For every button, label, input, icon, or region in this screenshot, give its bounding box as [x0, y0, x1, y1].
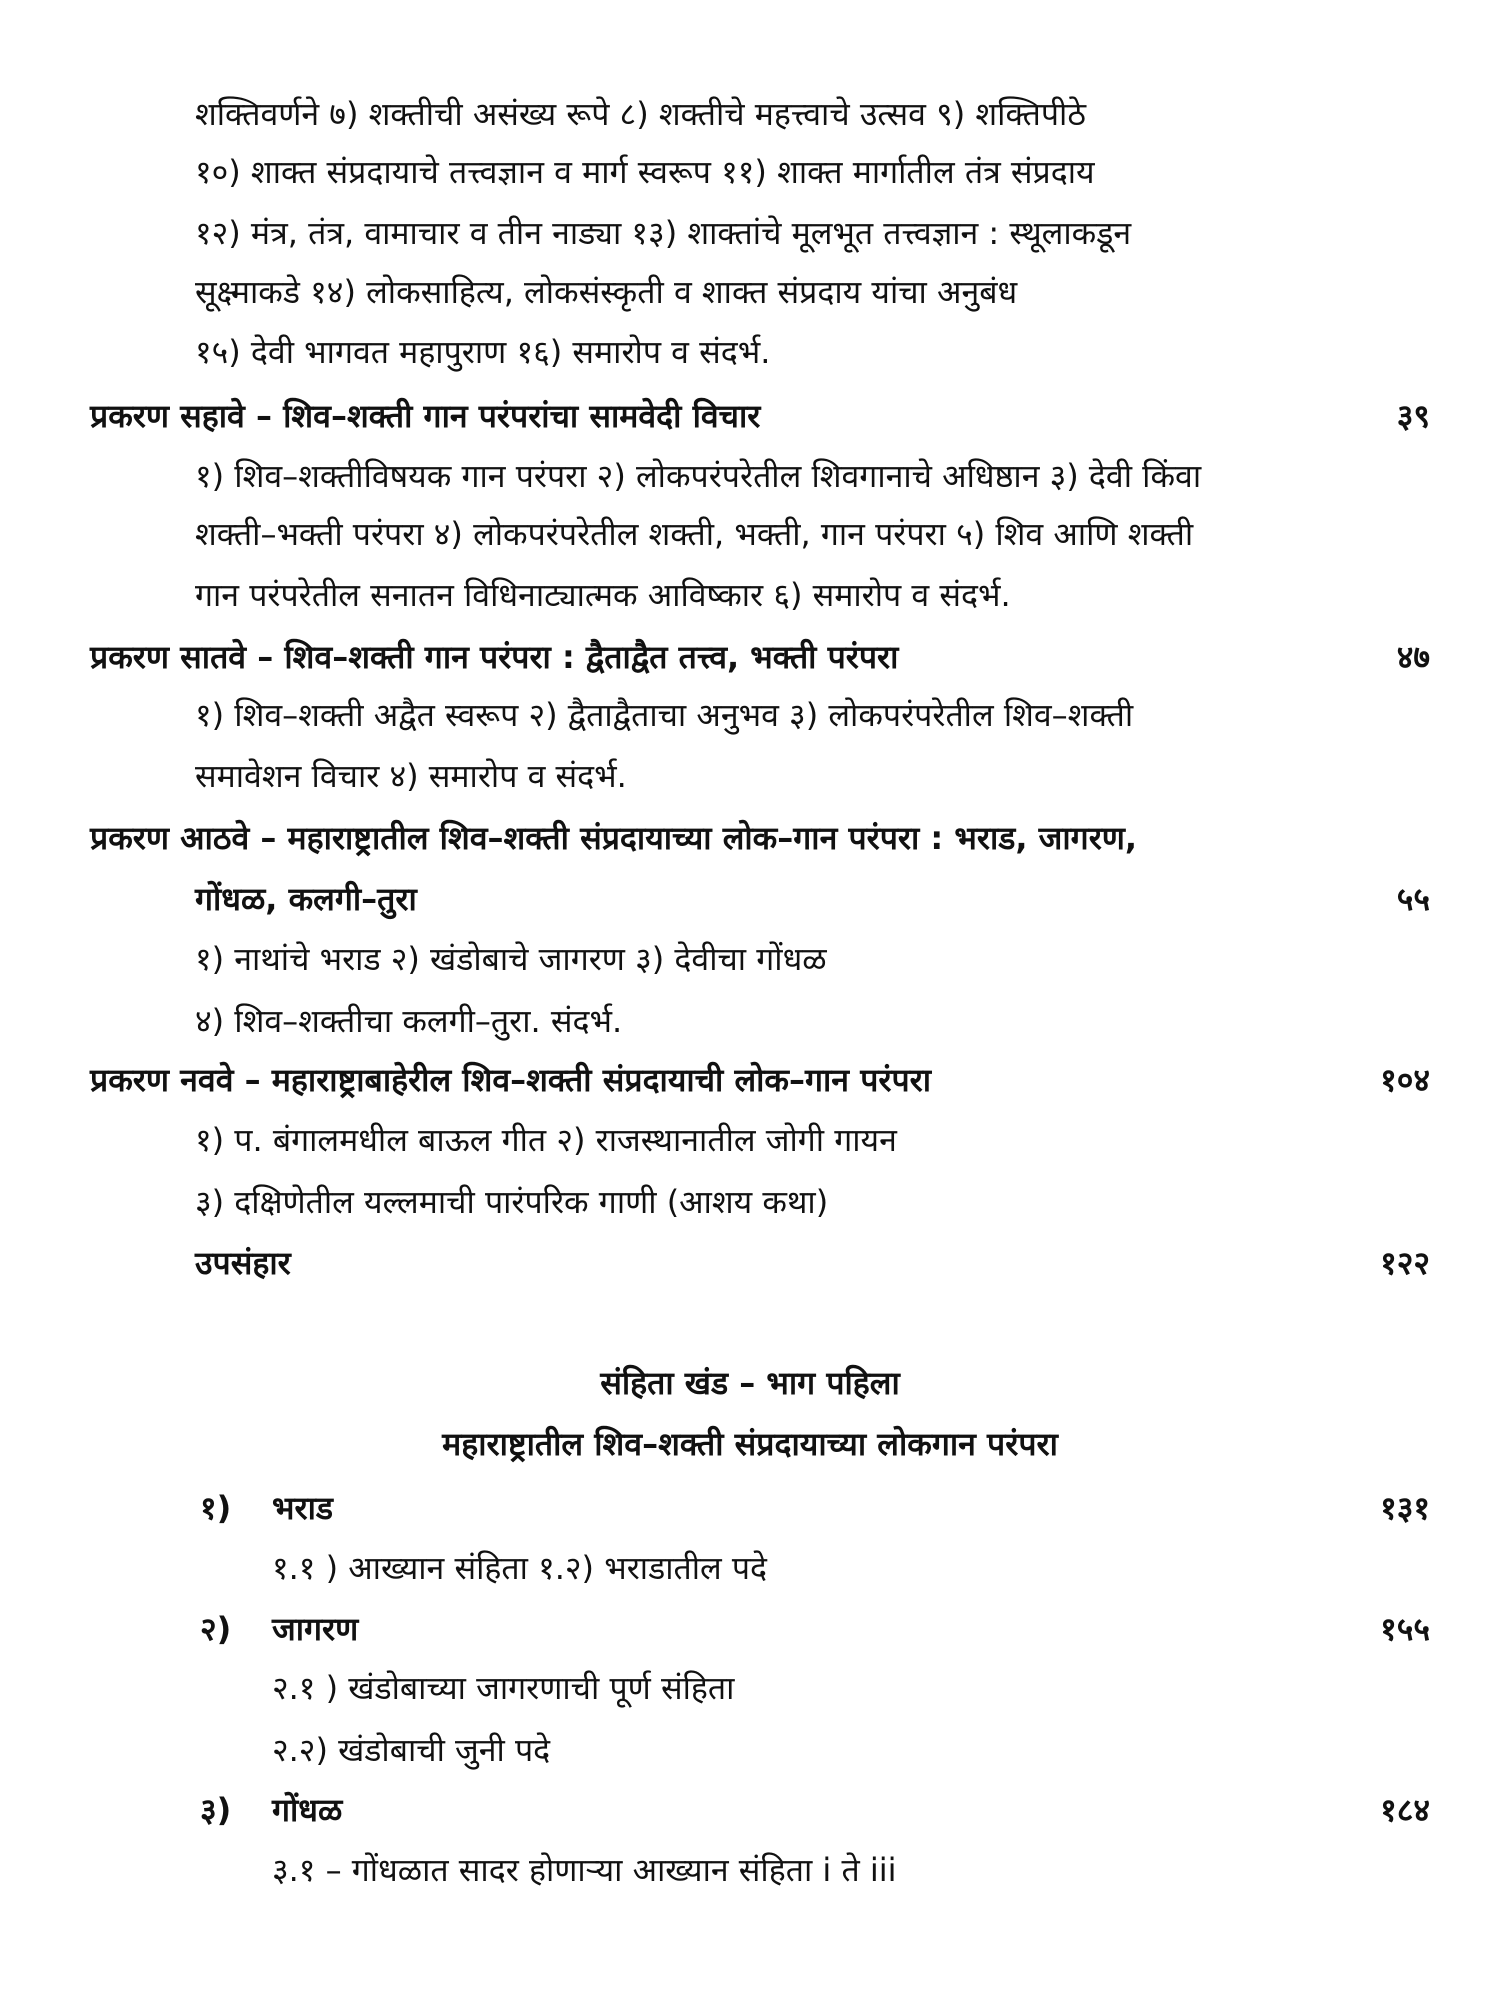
conclusion-page: १२२ [1380, 1244, 1430, 1282]
toc-line: १) प. बंगालमधील बाऊल गीत २) राजस्थानातील जोगी गायन [195, 1121, 897, 1159]
toc-line: १०) शाक्त संप्रदायाचे तत्त्वज्ञान व मार्ग स्वरूप ११) शाक्त मार्गातील तंत्र संप्रदाय [195, 153, 1095, 191]
chapter-6-page: ३९ [1396, 397, 1430, 435]
section-1-page: १३१ [1380, 1489, 1430, 1527]
conclusion-title: उपसंहार [195, 1244, 291, 1282]
part-subheading: महाराष्ट्रातील शिव–शक्ती संप्रदायाच्या लोकगान परंपरा [442, 1425, 1058, 1463]
toc-line: १) शिव–शक्तीविषयक गान परंपरा २) लोकपरंपरेतील शिवगानाचे अधिष्ठान ३) देवी किंवा [195, 457, 1202, 495]
toc-line: १२) मंत्र, तंत्र, वामाचार व तीन नाड्या १३) शाक्तांचे मूलभूत तत्त्वज्ञान : स्थूलाकडून [195, 214, 1132, 252]
toc-line: ३.१ – गोंधळात सादर होणाऱ्या आख्यान संहिता i ते iii [272, 1851, 897, 1889]
chapter-8-title: प्रकरण आठवे – महाराष्ट्रातील शिव–शक्ती संप्रदायाच्या लोक–गान परंपरा : भराड, जागरण, [90, 819, 1138, 857]
toc-line: शक्तिवर्णने ७) शक्तीची असंख्य रूपे ८) शक्तीचे महत्त्वाचे उत्सव ९) शक्तिपीठे [195, 95, 1086, 133]
chapter-6-title: प्रकरण सहावे – शिव–शक्ती गान परंपरांचा सामवेदी विचार [90, 397, 761, 435]
toc-line: १५) देवी भागवत महापुराण १६) समारोप व संदर्भ. [195, 333, 771, 371]
toc-line: १.१ ) आख्यान संहिता १.२) भराडातील पदे [272, 1549, 768, 1587]
chapter-7-title: प्रकरण सातवे – शिव–शक्ती गान परंपरा : द्वैताद्वैत तत्त्व, भक्ती परंपरा [90, 638, 899, 676]
toc-line: गान परंपरेतील सनातन विधिनाट्यात्मक आविष्कार ६) समारोप व संदर्भ. [195, 576, 1011, 614]
toc-line: शक्ती–भक्ती परंपरा ४) लोकपरंपरेतील शक्ती, भक्ती, गान परंपरा ५) शिव आणि शक्ती [195, 515, 1194, 553]
toc-line: २.१ ) खंडोबाच्या जागरणाची पूर्ण संहिता [272, 1669, 735, 1707]
section-3-page: १८४ [1380, 1791, 1430, 1829]
chapter-9-page: १०४ [1380, 1061, 1430, 1099]
section-title: गोंधळ [272, 1791, 343, 1829]
toc-line: सूक्ष्माकडे १४) लोकसाहित्य, लोकसंस्कृती व शाक्त संप्रदाय यांचा अनुबंध [195, 273, 1018, 311]
section-number: ३) [200, 1791, 232, 1829]
section-number: २) [200, 1610, 232, 1648]
toc-line: समावेशन विचार ४) समारोप व संदर्भ. [195, 757, 627, 795]
section-2-page: १५५ [1380, 1610, 1430, 1648]
chapter-7-page: ४७ [1396, 638, 1430, 676]
toc-line: २.२) खंडोबाची जुनी पदे [272, 1731, 551, 1769]
toc-line: ४) शिव–शक्तीचा कलगी–तुरा. संदर्भ. [195, 1002, 623, 1040]
section-1-title [200, 1488, 333, 1528]
chapter-9-title: प्रकरण नववे – महाराष्ट्राबाहेरील शिव–शक्ती संप्रदायाची लोक–गान परंपरा [90, 1061, 932, 1099]
toc-line: १) शिव–शक्ती अद्वैत स्वरूप २) द्वैताद्वैताचा अनुभव ३) लोकपरंपरेतील शिव–शक्ती [195, 696, 1134, 734]
section-title: भराड [272, 1489, 333, 1527]
section-2-title [200, 1609, 358, 1649]
chapter-8-page: ५५ [1396, 880, 1430, 918]
toc-line: ३) दक्षिणेतील यल्लमाची पारंपरिक गाणी (आशय कथा) [195, 1183, 829, 1221]
toc-line: १) नाथांचे भराड २) खंडोबाचे जागरण ३) देवीचा गोंधळ [195, 940, 827, 978]
chapter-8-title-cont: गोंधळ, कलगी–तुरा [195, 880, 417, 918]
part-heading: संहिता खंड – भाग पहिला [600, 1364, 900, 1402]
section-number: १) [200, 1489, 232, 1527]
section-title: जागरण [272, 1610, 359, 1648]
section-3-title [200, 1790, 342, 1830]
